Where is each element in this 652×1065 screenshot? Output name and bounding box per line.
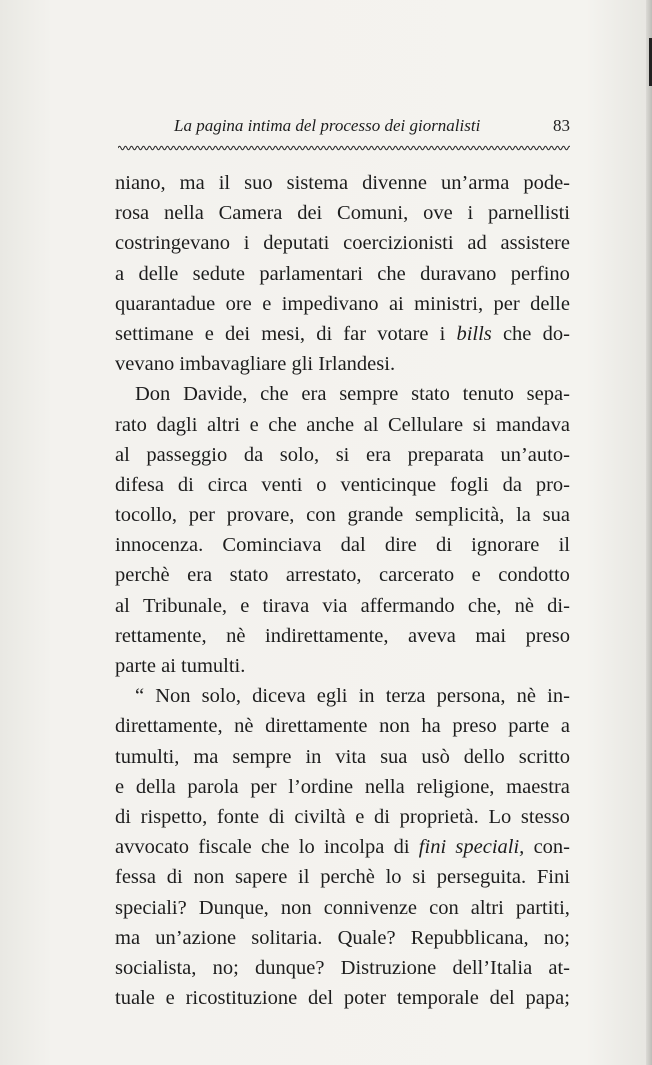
- text-line: e della parola per l’ordine nella religione, maestra: [115, 775, 570, 798]
- text-line: socialista, no; dunque? Distruzione dell’Italia at-: [115, 956, 570, 979]
- text-line: avvocato fiscale che lo incolpa di fini speciali, con-: [115, 836, 570, 859]
- text-line: tuale e ricostituzione del poter temporale del papa;: [115, 987, 570, 1010]
- text-line: a delle sedute parlamentari che duravano perfino: [115, 262, 570, 285]
- body-text: [115, 168, 570, 1013]
- page-edge: [646, 0, 652, 1065]
- text-line: rosa nella Camera dei Comuni, ove i parnellisti: [115, 202, 570, 225]
- text-line: rato dagli altri e che anche al Cellulare si mandava: [115, 413, 570, 436]
- page-header: [118, 116, 570, 140]
- text-line: quarantadue ore e impedivano ai ministri, per delle: [115, 292, 570, 315]
- text-line: speciali? Dunque, non connivenze con altri partiti,: [115, 896, 570, 919]
- wavy-rule: [118, 143, 570, 153]
- text-line: vevano imbavagliare gli Irlandesi.: [115, 353, 396, 376]
- text-line: ma un’azione solitaria. Quale? Repubblicana, no;: [115, 926, 570, 949]
- text-line: tocollo, per provare, con grande semplicità, la sua: [115, 504, 570, 527]
- text-line: tumulti, ma sempre in vita sua usò dello scritto: [115, 745, 570, 768]
- page-number: 83: [553, 116, 570, 135]
- text-line: fessa di non sapere il perchè lo si perseguita. Fini: [115, 866, 570, 889]
- text-line: rettamente, nè indirettamente, aveva mai preso: [115, 624, 570, 647]
- text-line: settimane e dei mesi, di far votare i bills che do-: [115, 322, 570, 345]
- text-line: innocenza. Cominciava dal dire di ignorare il: [115, 534, 570, 557]
- text-line: costringevano i deputati coercizionisti ad assistere: [115, 232, 570, 255]
- text-line: direttamente, nè direttamente non ha preso parte a: [115, 715, 570, 738]
- text-line: “ Non solo, diceva egli in terza persona, nè in-: [135, 685, 570, 708]
- text-line: Don Davide, che era sempre stato tenuto sepa-: [135, 383, 570, 406]
- text-line: al Tribunale, e tirava via affermando che, nè di-: [115, 594, 570, 617]
- text-line: di rispetto, fonte di civiltà e di proprietà. Lo stesso: [115, 805, 570, 828]
- text-line: al passeggio da solo, si era preparata un’auto-: [115, 443, 570, 466]
- text-line: difesa di circa venti o venticinque fogli da pro-: [115, 473, 570, 496]
- running-title: La pagina intima del processo dei giornalisti: [174, 116, 481, 135]
- text-line: parte ai tumulti.: [115, 655, 246, 677]
- text-line: perchè era stato arrestato, carcerato e condotto: [115, 564, 570, 587]
- text-line: niano, ma il suo sistema divenne un’arma pode-: [115, 172, 570, 194]
